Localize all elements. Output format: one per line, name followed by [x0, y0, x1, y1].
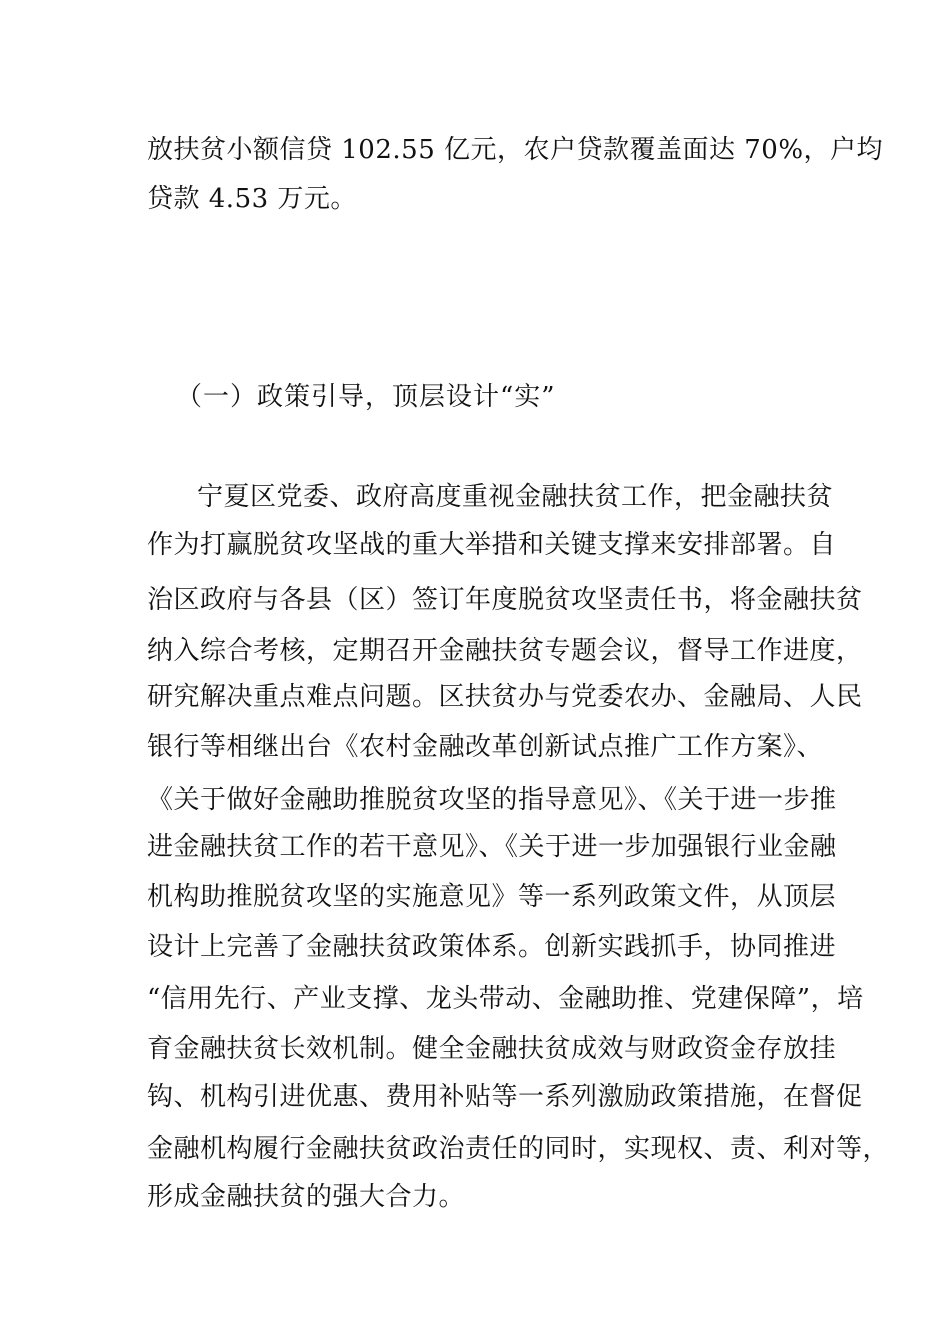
- paragraph-line-10: 设计上完善了金融扶贫政策体系。创新实践抓手，协同推进: [147, 932, 837, 962]
- paragraph-line-4: 纳入综合考核，定期召开金融扶贫专题会议，督导工作进度，: [147, 636, 863, 666]
- paragraph-line-8: 进金融扶贫工作的若干意见》、《关于进一步加强银行业金融: [147, 832, 837, 862]
- paragraph-line-11: “信用先行、产业支撑、龙头带动、金融助推、党建保障”，培: [147, 984, 864, 1014]
- paragraph-line-5: 研究解决重点难点问题。区扶贫办与党委农办、金融局、人民: [147, 682, 863, 712]
- paragraph-line-12: 育金融扶贫长效机制。健全金融扶贫成效与财政资金存放挂: [147, 1034, 837, 1064]
- paragraph-line-9: 机构助推脱贫攻坚的实施意见》等一系列政策文件，从顶层: [147, 882, 837, 912]
- paragraph-line-7: 《关于做好金融助推脱贫攻坚的指导意见》、《关于进一步推: [147, 785, 837, 815]
- section-heading: （一）政策引导，顶层设计“实”: [176, 382, 556, 412]
- paragraph-line-15: 形成金融扶贫的强大合力。: [147, 1182, 466, 1212]
- paragraph-line-2: 作为打赢脱贫攻坚战的重大举措和关键支撑来安排部署。自: [147, 530, 837, 560]
- paragraph-line-1: 宁夏区党委、政府高度重视金融扶贫工作，把金融扶贫: [197, 482, 834, 512]
- paragraph-line-6: 银行等相继出台《农村金融改革创新试点推广工作方案》、: [147, 732, 824, 762]
- intro-line-1: 放扶贫小额信贷 102.55 亿元，农户贷款覆盖面达 70%，户均: [147, 135, 884, 165]
- paragraph-line-3: 治区政府与各县（区）签订年度脱贫攻坚责任书，将金融扶贫: [147, 585, 863, 615]
- paragraph-line-14: 金融机构履行金融扶贫政治责任的同时，实现权、责、利对等，: [147, 1134, 890, 1164]
- paragraph-line-13: 钩、机构引进优惠、费用补贴等一系列激励政策措施，在督促: [147, 1082, 863, 1112]
- intro-line-2: 贷款 4.53 万元。: [147, 184, 357, 214]
